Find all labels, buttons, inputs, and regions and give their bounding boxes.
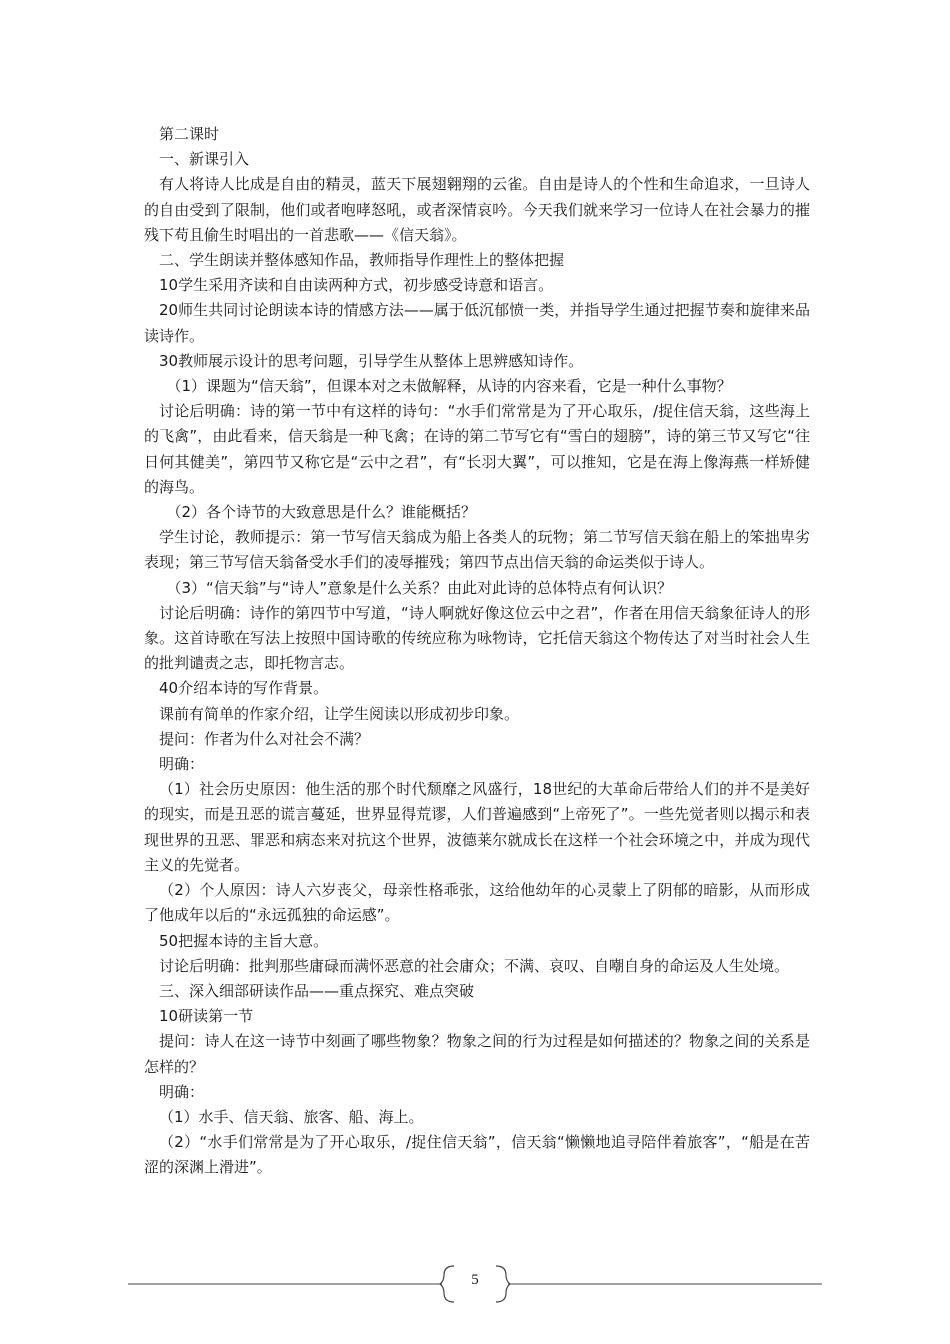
paragraph: （2）个人原因：诗人六岁丧父，母亲性格乖张，这给他幼年的心灵蒙上了阴郁的暗影，从而形成了他成年以后的“永远孤独的命运感”。 (144, 881, 810, 925)
paragraph: 明确： (159, 755, 205, 774)
page-number: 5 (471, 1272, 479, 1288)
paragraph: 提问：作者为什么对社会不满？ (159, 729, 370, 748)
paragraph: 10学生采用齐读和自由读两种方式，初步感受诗意和语言。 (159, 276, 554, 295)
paragraph: 三、深入细部研读作品——重点探究、难点突破 (159, 981, 475, 1000)
paragraph: （2）“水手们常常是为了开心取乐，/捉住信天翁”，信天翁“懒懒地追寻陪伴着旅客”，“船是在苦涩的深渊上滑进”。 (144, 1133, 810, 1177)
paragraph: 有人将诗人比成是自由的精灵，蓝天下展翅翱翔的云雀。自由是诗人的个性和生命追求，一旦诗人的自由受到了限制，他们或者咆哮怒吼，或者深情哀吟。今天我们就来学习一位诗人在社会暴力的摧残下苟且偷生时唱出的一首悲歌——《信天翁》。 (144, 175, 810, 244)
page-body (144, 122, 810, 1181)
paragraph: （1）社会历史原因：他生活的那个时代颓靡之风盛行，18世纪的大革命后带给人们的并不是美好的现实，而是丑恶的谎言蔓延，世界显得荒谬，人们普遍感到“上帝死了”。一些先觉者则以揭示和表现世界的丑恶、罪恶和病态来对抗这个世界，波德莱尔就成长在这样一个社会环境之中，并成为现代主义的先觉者。 (144, 780, 810, 874)
paragraph: 讨论后明确：批判那些庸碌而满怀恶意的社会庸众；不满、哀叹、自嘲自身的命运及人生处境。 (159, 956, 790, 975)
paragraph: 40介绍本诗的写作背景。 (159, 679, 329, 698)
paragraph: 讨论后明确：诗作的第四节中写道，“诗人啊就好像这位云中之君”，作者在用信天翁象征诗人的形象。这首诗歌在写法上按照中国诗歌的传统应称为咏物诗，它托信天翁这个物传达了对当时社会人生的批判谴责之志，即托物言志。 (144, 603, 810, 673)
paragraph: 50把握本诗的主旨大意。 (159, 931, 329, 950)
paragraph: 一、新课引入 (159, 150, 250, 169)
paragraph: （2）各个诗节的大致意思是什么？谁能概括？ (166, 503, 477, 522)
paragraph: 明确： (159, 1082, 205, 1101)
paragraph: 20师生共同讨论朗读本诗的情感方法——属于低沉郁愤一类，并指导学生通过把握节奏和旋律来品读诗作。 (144, 301, 810, 345)
paragraph: 30教师展示设计的思考问题，引导学生从整体上思辨感知诗作。 (159, 351, 584, 370)
paragraph: 讨论后明确：诗的第一节中有这样的诗句：“水手们常常是为了开心取乐，/捉住信天翁，这些海上的飞禽”，由此看来，信天翁是一种飞禽；在诗的第二节写它有“雪白的翅膀”，诗的第三节又写它“往日何其健美”，第四节又称它是“云中之君”，有“长羽大翼”，可以推知，它是在海上像海燕一样矫健的海鸟。 (144, 402, 810, 496)
paragraph: （3）“信天翁”与“诗人”意象是什么关系？由此对此诗的总体特点有何认识？ (166, 578, 673, 597)
paragraph: （1）水手、信天翁、旅客、船、海上。 (159, 1107, 424, 1126)
paragraph: 学生讨论，教师提示：第一节写信天翁成为船上各类人的玩物；第二节写信天翁在船上的笨拙卑劣表现；第三节写信天翁备受水手们的凌辱摧残；第四节点出信天翁的命运类似于诗人。 (144, 528, 810, 572)
paragraph: 提问：诗人在这一诗节中刻画了哪些物象？物象之间的行为过程是如何描述的？物象之间的关系是怎样的？ (144, 1032, 810, 1076)
paragraph: 第二课时 (159, 125, 220, 143)
paragraph: 10研读第一节 (159, 1007, 254, 1026)
paragraph: 课前有简单的作家介绍，让学生阅读以形成初步印象。 (159, 704, 520, 723)
paragraph: （1）课题为“信天翁”，但课本对之未做解释，从诗的内容来看，它是一种什么事物？ (166, 377, 732, 396)
paragraph: 二、学生朗读并整体感知作品，教师指导作理性上的整体把握 (159, 251, 565, 270)
